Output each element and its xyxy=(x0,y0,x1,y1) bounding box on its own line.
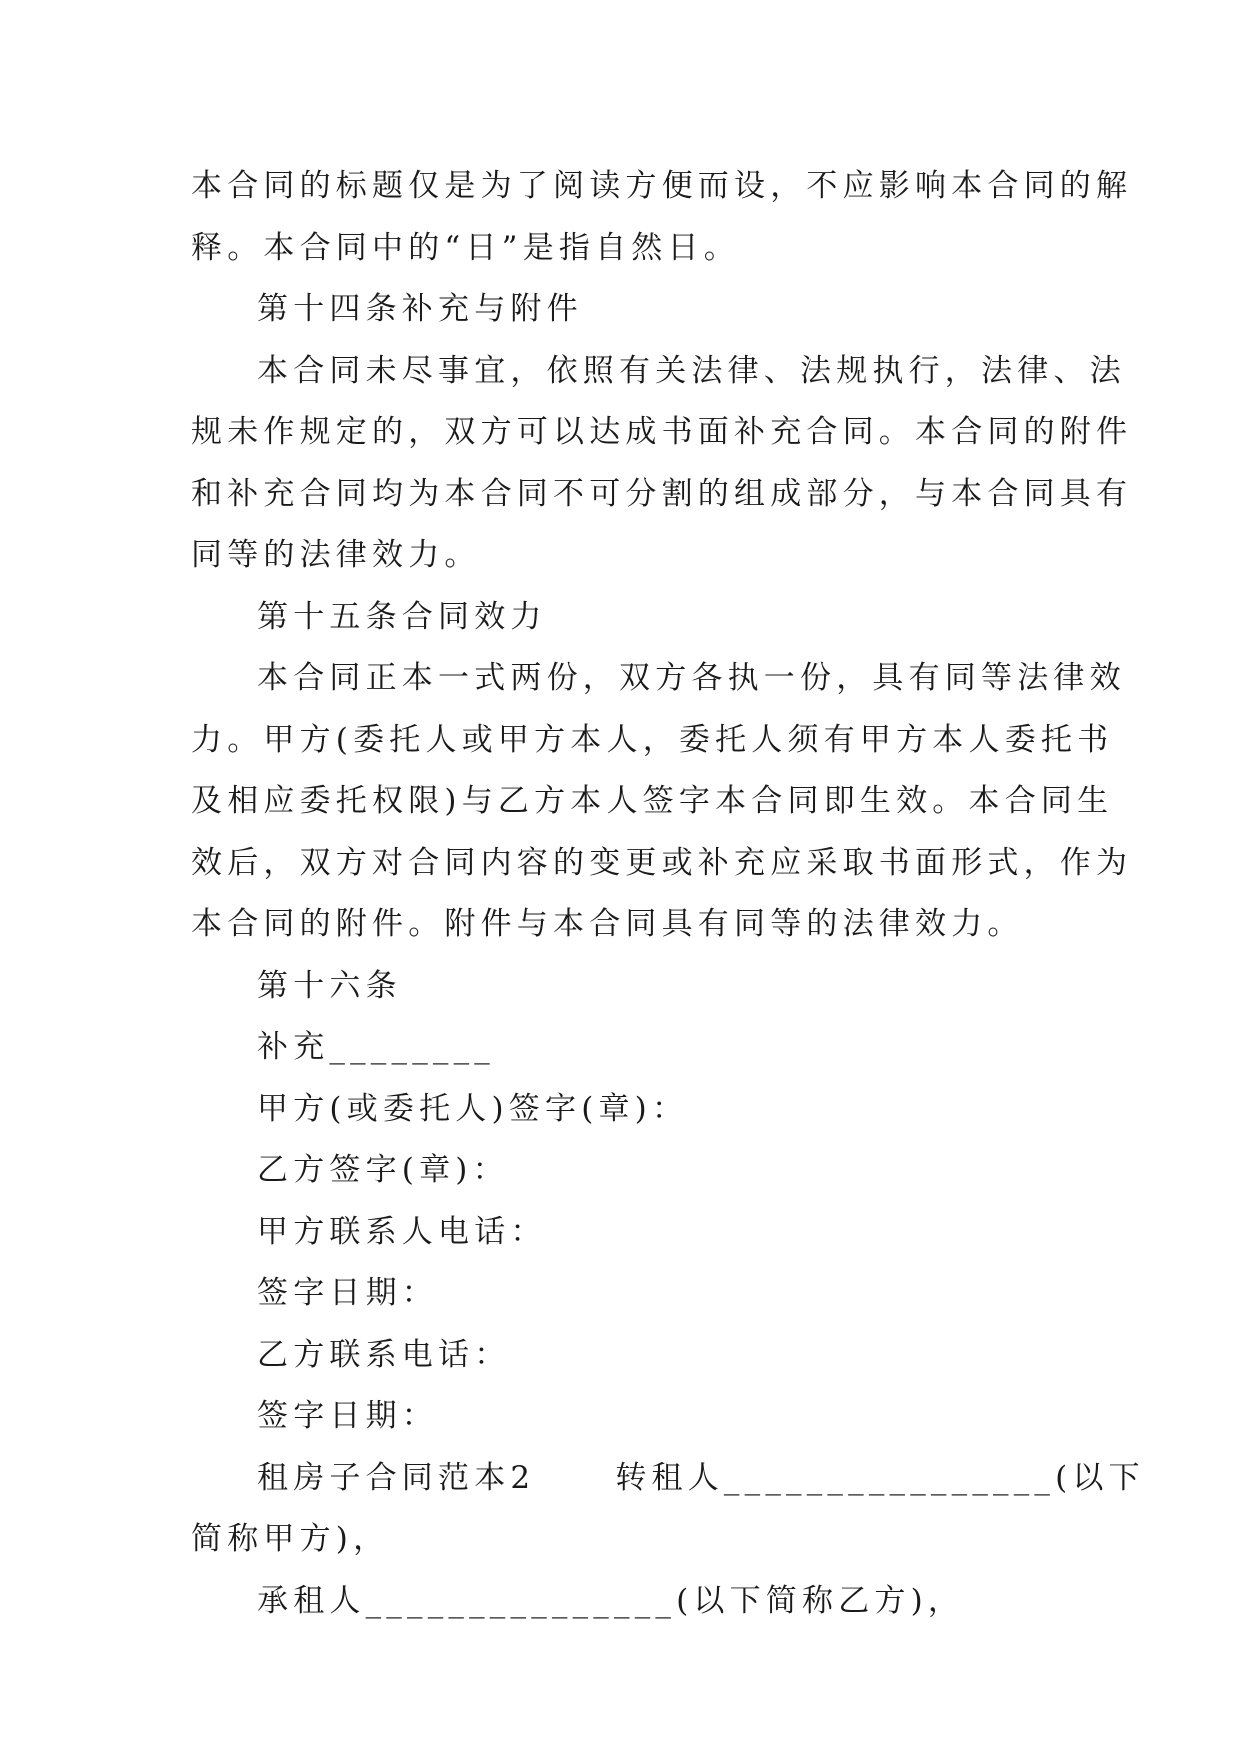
signing-date-line: 签字日期： xyxy=(257,1398,438,1434)
body-text-line: 本合同正本一式两份，双方各执一份，具有同等法律效 xyxy=(257,660,1126,696)
party-b-signature-line: 乙方签字(章)： xyxy=(257,1152,509,1188)
template-title: 租房子合同范本2 xyxy=(257,1459,536,1496)
section-heading: 第十五条合同效力 xyxy=(257,598,547,635)
body-text-line: 效后，双方对合同内容的变更或补充应采取书面形式，作为 xyxy=(191,844,1133,881)
template-title-line xyxy=(191,1448,1145,1510)
lessee-field: 承租人_______________(以下简称乙方)， xyxy=(257,1582,965,1619)
body-text-line: 本合同的附件。附件与本合同具有同等的法律效力。 xyxy=(191,906,1024,942)
body-text-line: 同等的法律效力。 xyxy=(191,537,481,573)
body-text-line: 及相应委托权限)与乙方本人签字本合同即生效。本合同生 xyxy=(191,783,1114,819)
party-a-contact-line: 甲方联系人电话： xyxy=(257,1213,547,1250)
party-a-signature-line: 甲方(或委托人)签字(章)： xyxy=(257,1090,689,1127)
body-text-line: 和补充合同均为本合同不可分割的组成部分，与本合同具有 xyxy=(191,475,1133,512)
section-heading: 第十四条补充与附件 xyxy=(257,291,583,327)
body-text-line: 简称甲方)， xyxy=(191,1521,390,1557)
signing-date-line: 签字日期： xyxy=(257,1275,438,1311)
body-text-line: 释。本合同中的“日”是指自然日。 xyxy=(191,229,740,266)
body-text-line: 本合同未尽事宜，依照有关法律、法规执行，法律、法 xyxy=(257,352,1126,389)
document-page xyxy=(191,156,1145,1632)
sublessor-field: 转租人________________(以下 xyxy=(615,1459,1145,1496)
section-heading: 第十六条 xyxy=(257,967,402,1004)
body-text-line: 本合同的标题仅是为了阅读方便而设，不应影响本合同的解 xyxy=(191,168,1133,204)
body-text-line: 规未作规定的，双方可以达成书面补充合同。本合同的附件 xyxy=(191,414,1133,450)
supplement-blank-line: 补充________ xyxy=(257,1029,495,1065)
party-b-contact-line: 乙方联系电话： xyxy=(257,1336,511,1373)
body-text-line: 力。甲方(委托人或甲方本人，委托人须有甲方本人委托书 xyxy=(191,721,1114,758)
